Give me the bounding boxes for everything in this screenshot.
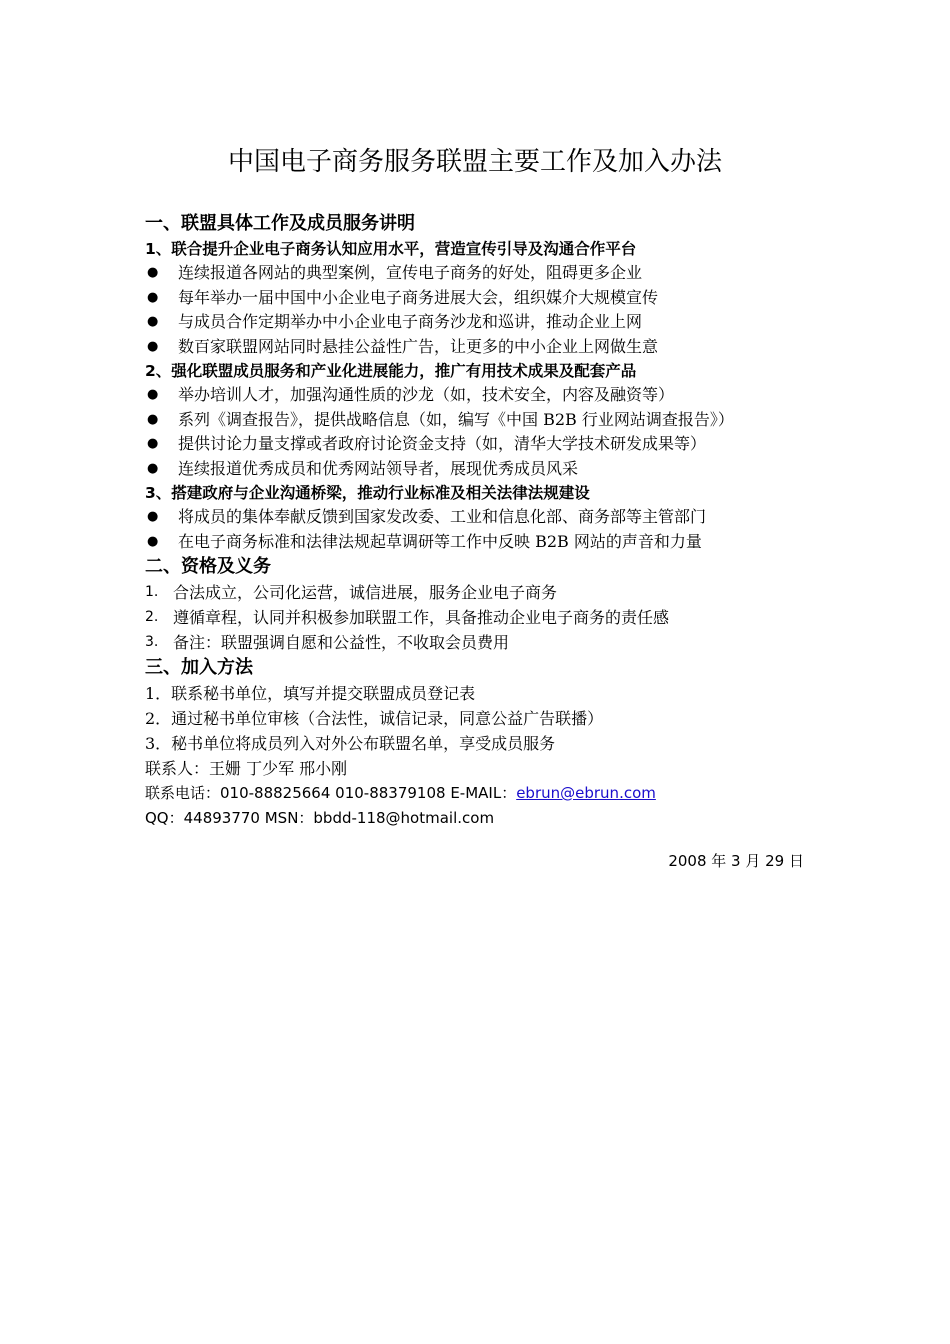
- bullet-dot-icon: ●: [147, 314, 159, 329]
- bullet-dot-icon: ●: [147, 460, 159, 476]
- item-number: 2.: [145, 609, 159, 625]
- bullet-dot-icon: ●: [147, 289, 159, 305]
- numbered-item: 1. 合法成立，公司化运营，诚信进展，服务企业电子商务: [145, 580, 810, 605]
- contact-phone-email: 联系电话：010-88825664 010-88379108 E-MAIL：ebrun@ebrun.com: [145, 784, 656, 802]
- bullet-item: ● 举办培训人才，加强沟通性质的沙龙（如，技术安全，内容及融资等）: [145, 383, 810, 408]
- subsection-heading-3: 3、搭建政府与企业沟通桥梁，推动行业标准及相关法律法规建设: [145, 484, 590, 502]
- document-body: [145, 211, 810, 873]
- bullet-item: ● 系列《调查报告》，提供战略信息（如，编写《中国 B2B 行业网站调查报告》）: [145, 408, 810, 433]
- contact-qq-msn: QQ：44893770 MSN：bbdd-118@hotmail.com: [145, 809, 495, 827]
- section-heading-1: 一、联盟具体工作及成员服务讲明: [145, 213, 415, 234]
- document-date: 2008 年 3 月 29 日: [668, 852, 804, 870]
- bullet-item: ● 数百家联盟网站同时悬挂公益性广告，让更多的中小企业上网做生意: [145, 335, 810, 360]
- item-number: 1.: [145, 584, 159, 600]
- numbered-item: 3. 备注：联盟强调自愿和公益性，不收取会员费用: [145, 630, 810, 655]
- bullet-item: ● 与成员合作定期举办中小企业电子商务沙龙和巡讲，推动企业上网: [145, 310, 810, 335]
- item-number: 3.: [145, 634, 159, 650]
- join-step: 3．秘书单位将成员列入对外公布联盟名单，享受成员服务: [145, 734, 556, 753]
- subsection-heading-2: 2、强化联盟成员服务和产业化进展能力，推广有用技术成果及配套产品: [145, 362, 637, 380]
- document-title: 中国电子商务服务联盟主要工作及加入办法: [227, 147, 722, 177]
- email-link[interactable]: ebrun@ebrun.com: [516, 784, 656, 802]
- bullet-item: ● 连续报道各网站的典型案例，宣传电子商务的好处，阻碍更多企业: [145, 261, 810, 286]
- bullet-dot-icon: ●: [147, 411, 159, 427]
- section-heading-3: 三、加入方法: [145, 657, 253, 678]
- subsection-heading-1: 1、联合提升企业电子商务认知应用水平，营造宣传引导及沟通合作平台: [145, 240, 637, 258]
- join-step: 2．通过秘书单位审核（合法性，诚信记录，同意公益广告联播）: [145, 709, 604, 728]
- contact-people: 联系人：王姗 丁少军 邢小刚: [145, 759, 348, 778]
- bullet-item: ● 连续报道优秀成员和优秀网站领导者，展现优秀成员风采: [145, 457, 810, 482]
- join-step: 1．联系秘书单位，填写并提交联盟成员登记表: [145, 684, 476, 703]
- bullet-item: ● 在电子商务标准和法律法规起草调研等工作中反映 B2B 网站的声音和力量: [145, 530, 810, 555]
- numbered-item: 2. 遵循章程，认同并积极参加联盟工作，具备推动企业电子商务的责任感: [145, 605, 810, 630]
- bullet-dot-icon: ●: [147, 387, 159, 402]
- bullet-dot-icon: ●: [147, 265, 159, 280]
- bullet-dot-icon: ●: [147, 436, 159, 451]
- section-heading-2: 二、资格及义务: [145, 556, 271, 577]
- bullet-item: ● 将成员的集体奉献反馈到国家发改委、工业和信息化部、商务部等主管部门: [145, 505, 810, 530]
- bullet-item: ● 提供讨论力量支撑或者政府讨论资金支持（如，清华大学技术研发成果等）: [145, 432, 810, 457]
- bullet-dot-icon: ●: [147, 509, 159, 524]
- bullet-item: ● 每年举办一届中国中小企业电子商务进展大会，组织媒介大规模宣传: [145, 286, 810, 311]
- bullet-dot-icon: ●: [147, 338, 159, 354]
- bullet-dot-icon: ●: [147, 533, 159, 549]
